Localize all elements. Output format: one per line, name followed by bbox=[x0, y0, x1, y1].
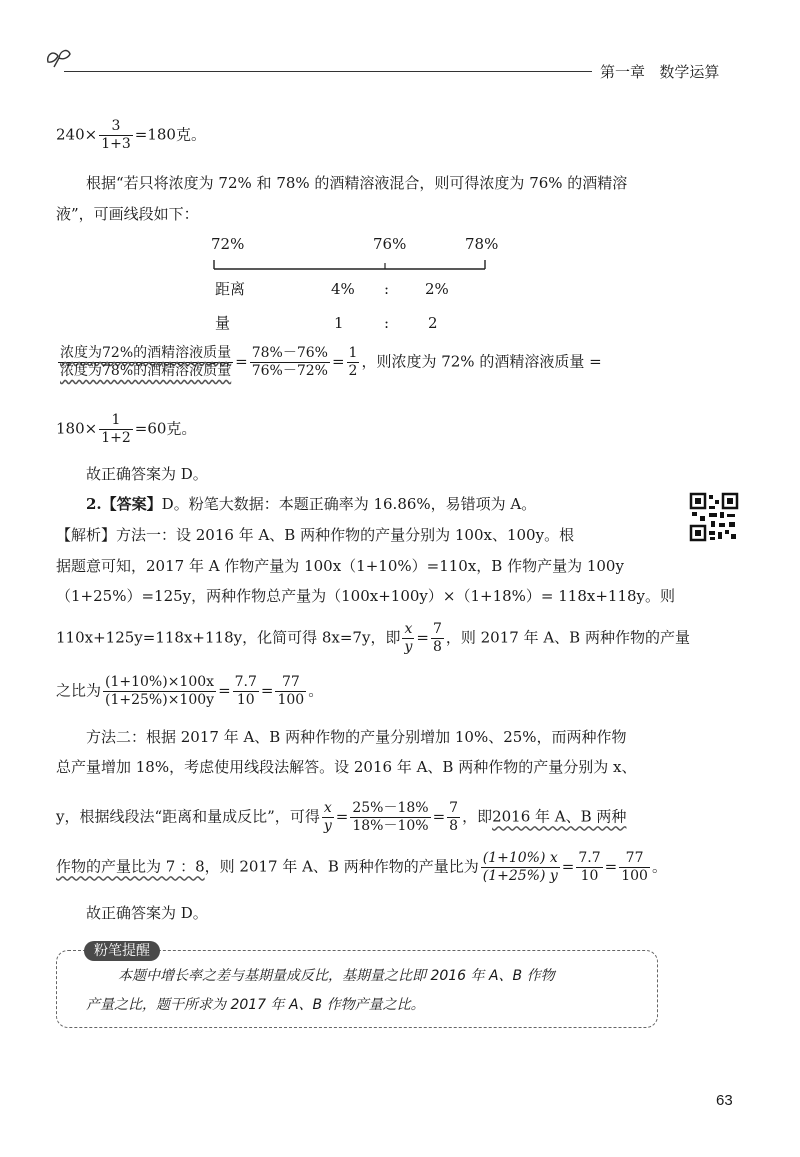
tip-line-1: 本题中增长率之差与基期量成反比，基期量之比即 2016 年 A、B 作物 bbox=[118, 968, 555, 984]
calc-line-1: 240× $\frac{3}{1+3}$ =180克。 bbox=[56, 118, 206, 152]
question-2-answer: 2.【答案】D。粉笔大数据：本题正确率为 16.86%，易错项为 A。 bbox=[86, 495, 537, 513]
analysis-line-1: 【解析】方法一：设 2016 年 A、B 两种作物的产量分别为 100x、100y。根 bbox=[56, 526, 575, 544]
analysis-line-4: 110x+125y=118x+118y，化简可得 8x=7y，即 $\frac{x}{y}$ = $\frac{7}{8}$ ，则 2017 年 A、B 两种作物的产量 bbox=[56, 621, 690, 655]
method2-line-3: y，根据线段法“距离和量成反比”，可得 $\frac{x}{y}$ = $\frac{25\%-18\%}{18\%-10\%}$ = $\frac{7}{8}$ ，即2016 年 A、B 两种 bbox=[56, 800, 627, 834]
header-leaf-icon bbox=[44, 46, 74, 72]
conclusion-1: 故正确答案为 D。 bbox=[86, 465, 208, 483]
tip-title-badge: 粉笔提醒 bbox=[84, 941, 160, 961]
qr-code-icon bbox=[689, 492, 739, 546]
conclusion-2: 故正确答案为 D。 bbox=[86, 904, 208, 922]
analysis-line-2: 据题意可知，2017 年 A 作物产量为 100x（1+10%）=110x，B 作物产量为 100y bbox=[56, 557, 624, 575]
method2-line-4: 作物的产量比为 7 ：8，则 2017 年 A、B 两种作物的产量比为 $\frac{(1+10\%) x}{(1+25\%) y}$ = $\frac{7.7}{10}$ = $\frac{77}{100}$ 。 bbox=[56, 850, 667, 884]
header-section: 数学运算 bbox=[659, 63, 720, 81]
header-rule bbox=[64, 71, 592, 72]
segment-row-distance-sep: : bbox=[384, 280, 390, 298]
method2-line-1: 方法二：根据 2017 年 A、B 两种作物的产量分别增加 10%、25%，而两种作物 bbox=[86, 728, 627, 746]
segment-row-distance-a: 4% bbox=[331, 280, 355, 298]
segment-label-72: 72% bbox=[211, 235, 245, 253]
method2-line-2: 总产量增加 18%，考虑使用线段法解答。设 2016 年 A、B 两种作物的产量分别为 x、 bbox=[56, 758, 637, 776]
segment-row-amount-label: 量 bbox=[215, 314, 231, 332]
segment-label-78: 78% bbox=[465, 235, 499, 253]
paragraph-1-line-2: 液”，可画线段如下： bbox=[56, 205, 199, 223]
analysis-line-5: 之比为 $\frac{(1+10\%)\times 100x}{(1+25\%)\times 100y}$ = $\frac{7.7}{10}$ = $\frac{77}{100}$ 。 bbox=[56, 674, 324, 708]
segment-row-amount-b: 2 bbox=[428, 314, 438, 332]
calc-line-2: 180× $\frac{1}{1+2}$ =60克。 bbox=[56, 412, 197, 446]
segment-row-distance-b: 2% bbox=[425, 280, 449, 298]
paragraph-1-line-1: 根据“若只将浓度为 72% 和 78% 的酒精溶液混合，则可得浓度为 76% 的酒精溶 bbox=[86, 174, 628, 192]
header-chapter: 第一章 数学运算 bbox=[600, 63, 720, 81]
segment-row-distance-label: 距离 bbox=[215, 280, 246, 298]
ratio-equation: $\frac{\text{浓度为72\%的酒精溶液质量}}{\text{浓度为78\%的酒精溶液质量}}$ = $\frac{78\%-76\%}{76\%-72\%}$ = $\frac{1}{2}$ ，则浓度为 72% 的酒精溶液质量 = bbox=[60, 345, 602, 379]
segment-row-amount-sep: : bbox=[384, 314, 390, 332]
segment-label-76: 76% bbox=[373, 235, 407, 253]
segment-line bbox=[213, 256, 493, 275]
tip-line-2: 产量之比，题干所求为 2017 年 A、B 作物产量之比。 bbox=[86, 997, 425, 1013]
tip-box bbox=[56, 950, 658, 1028]
page-number: 63 bbox=[716, 1092, 733, 1109]
analysis-line-3: （1+25%）=125y，两种作物总产量为（100x+100y）×（1+18%）= 118x+118y。则 bbox=[56, 587, 676, 605]
segment-row-amount-a: 1 bbox=[334, 314, 344, 332]
